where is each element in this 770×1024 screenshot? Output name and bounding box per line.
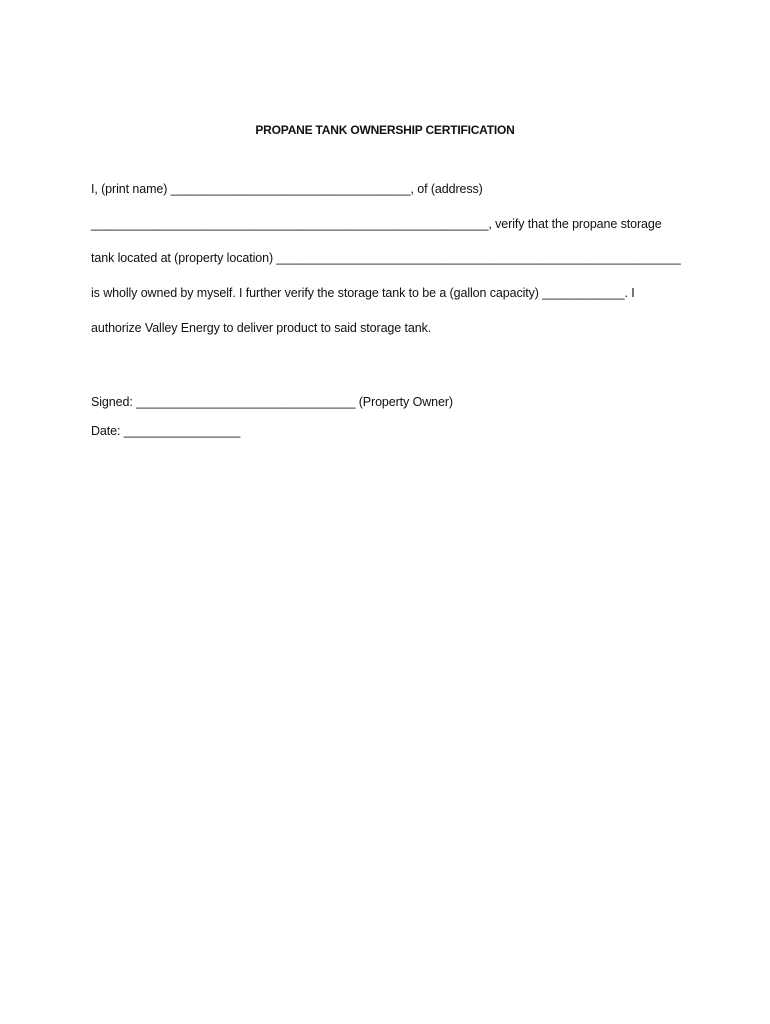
address-line: __________________________________________________________, verify that the propane storage <box>91 217 662 231</box>
gallon-capacity-line: is wholly owned by myself. I further verify the storage tank to be a (gallon capacity) ____________. I <box>91 286 635 300</box>
document-title: PROPANE TANK OWNERSHIP CERTIFICATION <box>255 123 515 137</box>
signature-line: Signed: ________________________________ (Property Owner) <box>91 395 453 409</box>
date-line: Date: _________________ <box>91 424 241 438</box>
property-location-line: tank located at (property location) ___________________________________________________________ <box>91 251 681 265</box>
authorization-line: authorize Valley Energy to deliver product to said storage tank. <box>91 321 432 335</box>
print-name-line: I, (print name) ___________________________________, of (address) <box>91 182 483 196</box>
